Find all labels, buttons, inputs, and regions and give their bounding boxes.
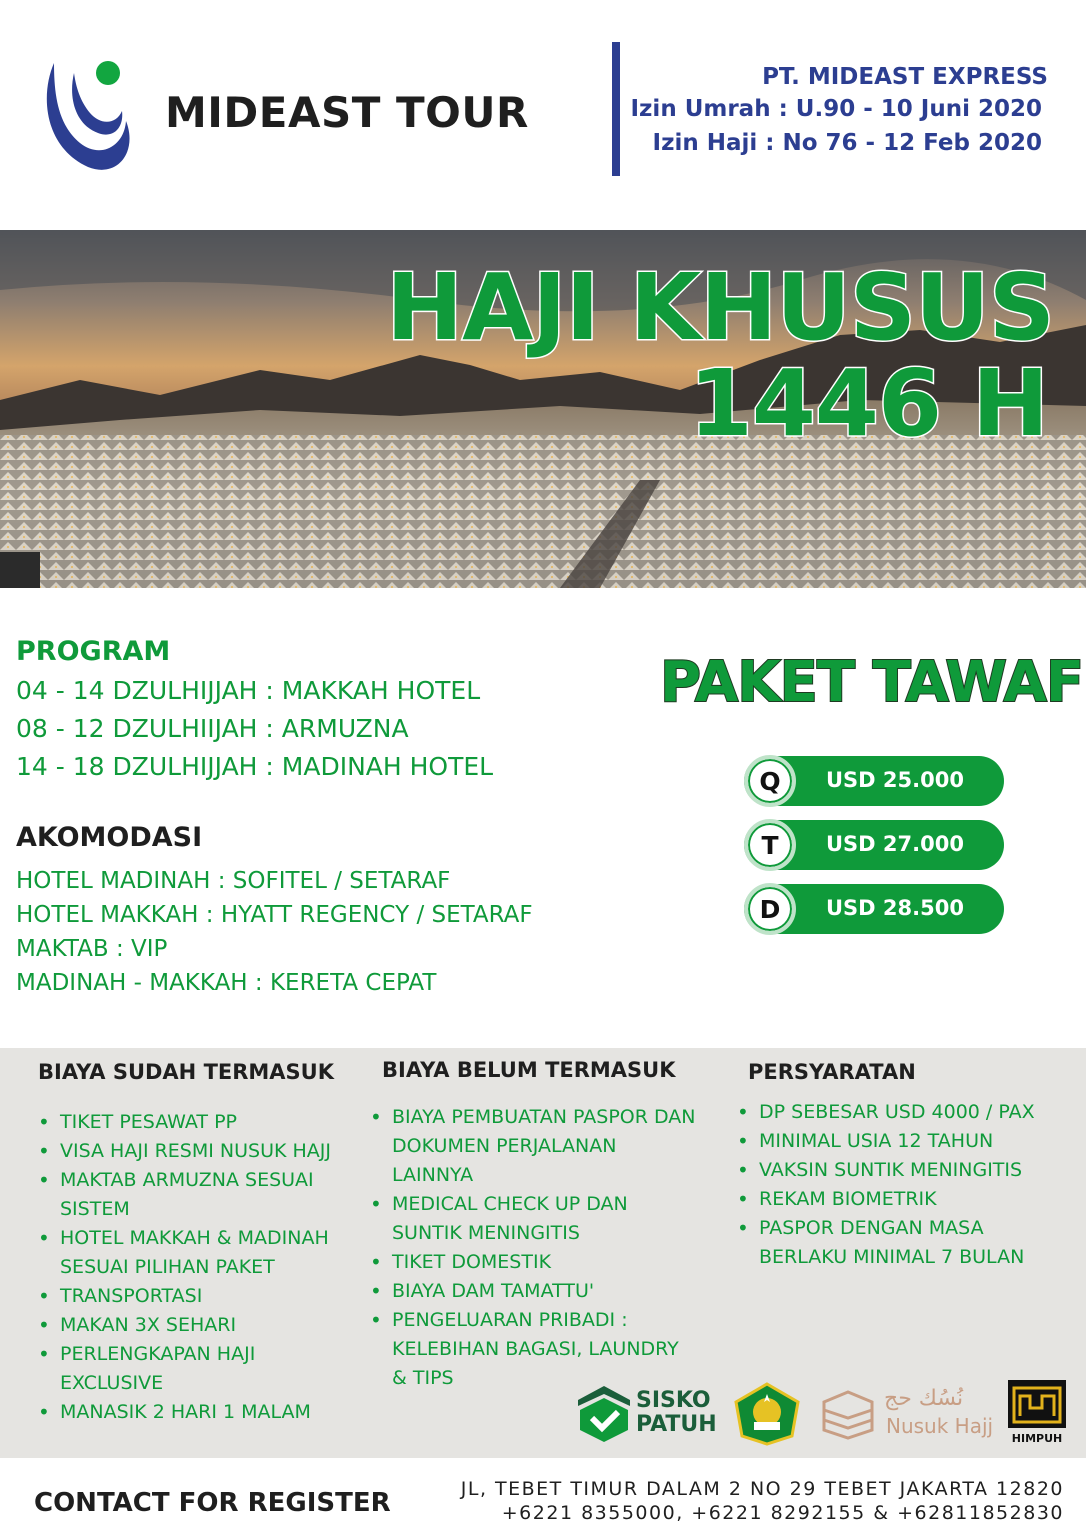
akomodasi-item: MAKTAB : VIP	[16, 936, 168, 962]
brand-name: MIDEAST TOUR	[165, 88, 529, 137]
price-code-badge: T	[744, 819, 796, 871]
header-divider	[612, 42, 620, 176]
hero-title-line1: HAJI KHUSUS	[386, 254, 1054, 361]
list-item: • PENGELUARAN PRIBADI : KELEBIHAN BAGASI, LAUNDRY & TIPS	[368, 1306, 698, 1393]
price-option-q	[744, 756, 1004, 806]
license-umrah: Izin Umrah : U.90 - 10 Juni 2020	[630, 96, 1042, 122]
contact-label: CONTACT FOR REGISTER	[34, 1488, 391, 1518]
included-heading: BIAYA SUDAH TERMASUK	[38, 1060, 335, 1084]
akomodasi-item: MADINAH - MAKKAH : KERETA CEPAT	[16, 970, 437, 996]
akomodasi-heading: AKOMODASI	[16, 822, 203, 853]
list-item: • TRANSPORTASI	[36, 1282, 346, 1311]
price-code-badge: Q	[744, 755, 796, 807]
paket-title: PAKET TAWAF	[660, 650, 1084, 715]
list-item: • REKAM BIOMETRIK	[735, 1185, 1035, 1214]
price-code-badge: D	[744, 883, 796, 935]
program-item: 04 - 14 DZULHIJJAH : MAKKAH HOTEL	[16, 676, 481, 705]
kemenag-emblem-icon	[732, 1382, 802, 1446]
list-item: • BIAYA PEMBUATAN PASPOR DAN DOKUMEN PERJALANAN LAINNYA	[368, 1103, 698, 1190]
footer-address: JL, TEBET TIMUR DALAM 2 NO 29 TEBET JAKARTA 12820	[460, 1478, 1064, 1500]
list-item: • MANASIK 2 HARI 1 MALAM	[36, 1398, 346, 1427]
list-item: • MEDICAL CHECK UP DAN SUNTIK MENINGITIS	[368, 1190, 698, 1248]
mideast-logo-icon	[40, 55, 140, 175]
requirements-list	[735, 1098, 1035, 1272]
excluded-heading: BIAYA BELUM TERMASUK	[382, 1058, 676, 1082]
list-item: • MINIMAL USIA 12 TAHUN	[735, 1127, 1035, 1156]
list-item: • VISA HAJI RESMI NUSUK HAJJ	[36, 1137, 346, 1166]
price-value: USD 28.500	[826, 896, 964, 920]
requirements-heading: PERSYARATAN	[748, 1060, 916, 1084]
list-item: • DP SEBESAR USD 4000 / PAX	[735, 1098, 1035, 1127]
price-value: USD 27.000	[826, 832, 964, 856]
excluded-list	[368, 1103, 698, 1393]
program-item: 08 - 12 DZULHIIJAH : ARMUZNA	[16, 714, 409, 743]
price-value: USD 25.000	[826, 768, 964, 792]
nusuk-arabic: نُسُك حج	[884, 1386, 964, 1411]
list-item: • MAKAN 3X SEHARI	[36, 1311, 346, 1340]
program-item: 14 - 18 DZULHIJJAH : MADINAH HOTEL	[16, 752, 494, 781]
price-option-t	[744, 820, 1004, 870]
nusuk-latin: Nusuk Hajj	[886, 1414, 994, 1438]
price-option-d	[744, 884, 1004, 934]
list-item: • VAKSIN SUNTIK MENINGITIS	[735, 1156, 1035, 1185]
list-item: • TIKET DOMESTIK	[368, 1248, 698, 1277]
nusuk-hajj-logo-icon	[820, 1388, 876, 1440]
sisko-line2: PATUH	[636, 1412, 717, 1437]
program-heading: PROGRAM	[16, 636, 171, 667]
list-item: • BIAYA DAM TAMATTU'	[368, 1277, 698, 1306]
list-item: • PASPOR DENGAN MASA BERLAKU MINIMAL 7 BULAN	[735, 1214, 1035, 1272]
included-list	[36, 1108, 346, 1427]
sisko-patuh-logo-icon	[574, 1384, 634, 1444]
company-name: PT. MIDEAST EXPRESS	[762, 64, 1048, 90]
akomodasi-item: HOTEL MAKKAH : HYATT REGENCY / SETARAF	[16, 902, 533, 928]
list-item: • HOTEL MAKKAH & MADINAH SESUAI PILIHAN PAKET	[36, 1224, 346, 1282]
license-haji: Izin Haji : No 76 - 12 Feb 2020	[652, 130, 1042, 156]
footer-phones: +6221 8355000, +6221 8292155 & +62811852830	[501, 1502, 1064, 1524]
akomodasi-item: HOTEL MADINAH : SOFITEL / SETARAF	[16, 868, 451, 894]
himpuh-logo-icon	[1008, 1380, 1066, 1428]
hero-title-line2: 1446 H	[688, 350, 1048, 457]
himpuh-label: HIMPUH	[1011, 1432, 1063, 1445]
list-item: • TIKET PESAWAT PP	[36, 1108, 346, 1137]
sisko-line1: SISKO	[636, 1388, 711, 1413]
list-item: • PERLENGKAPAN HAJI EXCLUSIVE	[36, 1340, 346, 1398]
list-item: • MAKTAB ARMUZNA SESUAI SISTEM	[36, 1166, 346, 1224]
